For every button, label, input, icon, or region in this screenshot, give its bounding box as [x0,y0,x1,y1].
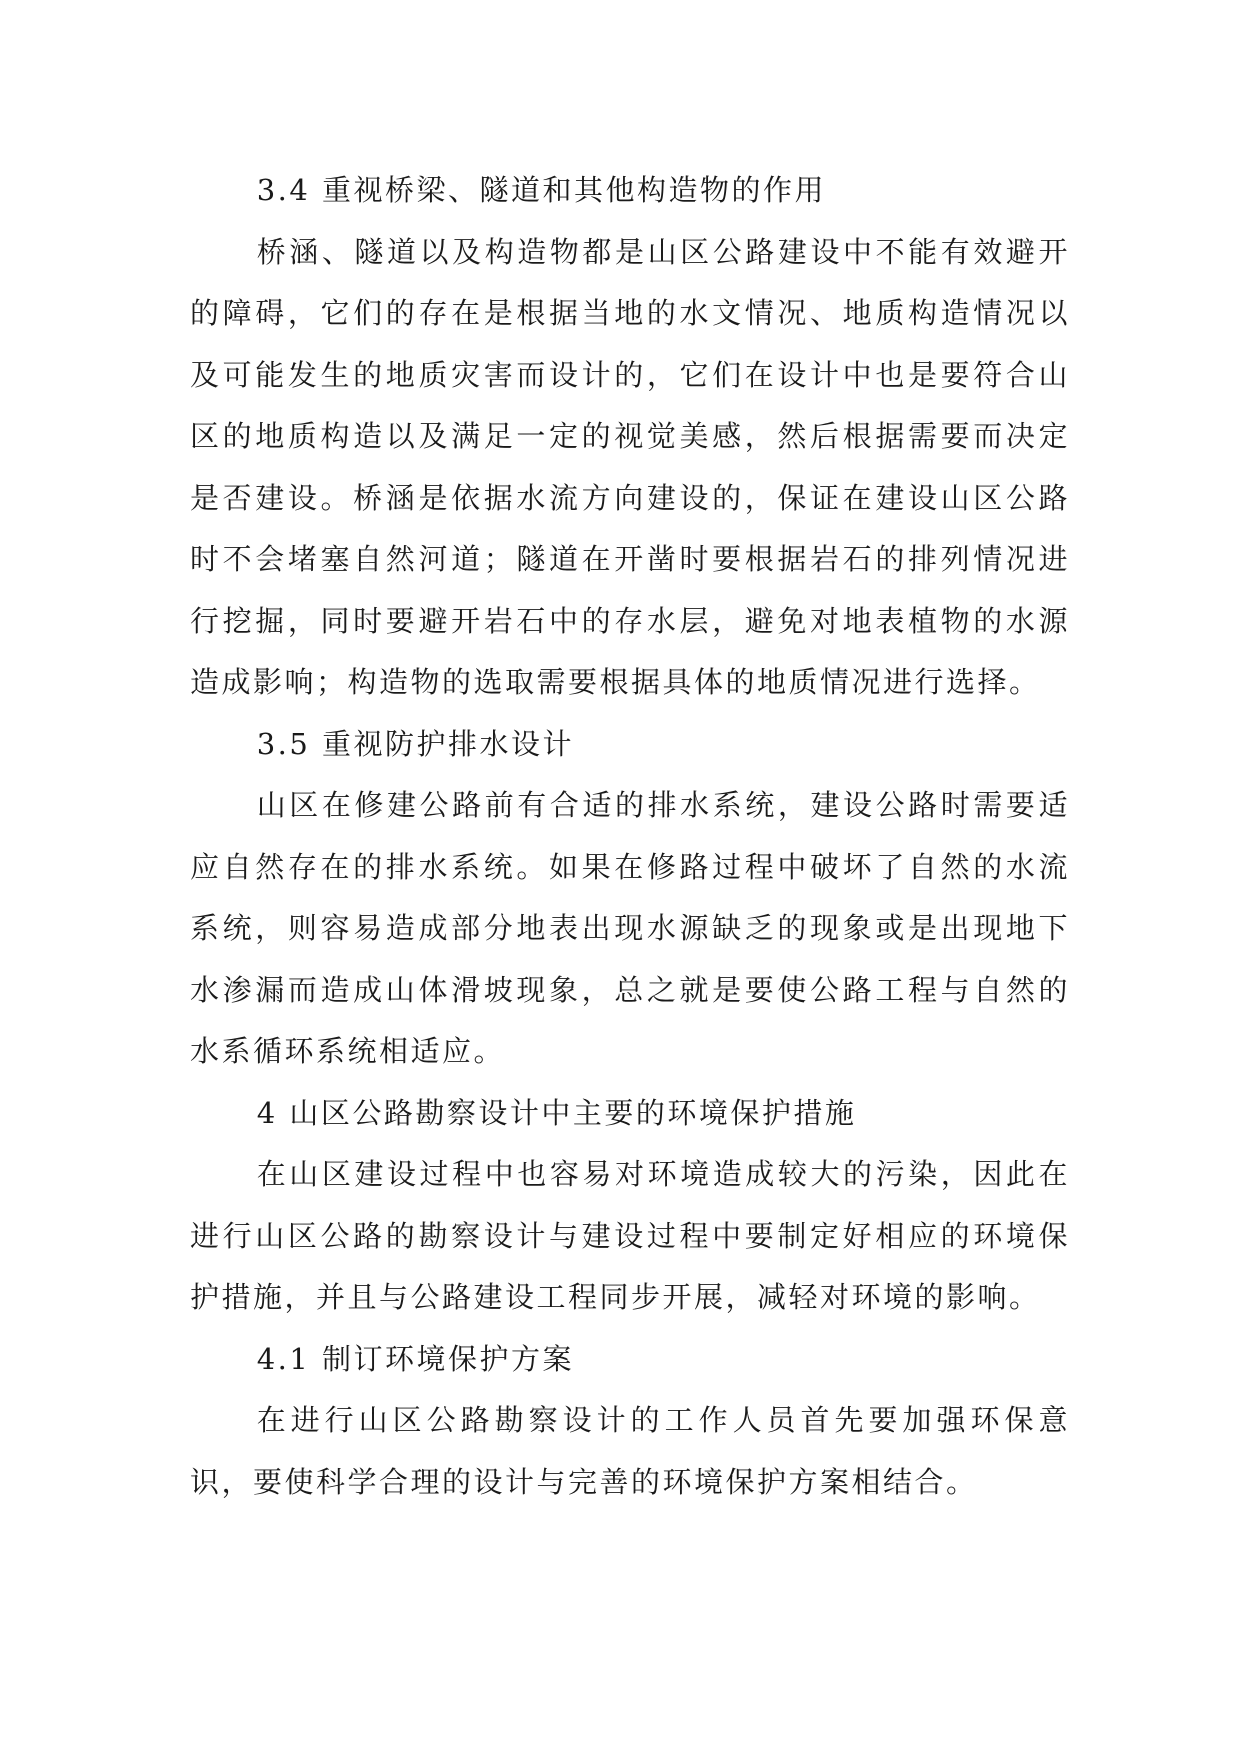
section-3-4-body: 桥涵、隧道以及构造物都是山区公路建设中不能有效避开的障碍，它们的存在是根据当地的水文情况、地质构造情况以及可能发生的地质灾害而设计的，它们在设计中也是要符合山区的地质构造以及满足一定的视觉美感，然后根据需要而决定是否建设。桥涵是依据水流方向建设的，保证在建设山区公路时不会堵塞自然河道；隧道在开凿时要根据岩石的排列情况进行挖掘，同时要避开岩石中的存水层，避免对地表植物的水源造成影响；构造物的选取需要根据具体的地质情况进行选择。 [190,234,1070,699]
section-4-1-body: 在进行山区公路勘察设计的工作人员首先要加强环保意识，要使科学合理的设计与完善的环境保护方案相结合。 [190,1403,1070,1499]
document-page [190,160,1070,1513]
section-3-5-body: 山区在修建公路前有合适的排水系统，建设公路时需要适应自然存在的排水系统。如果在修路过程中破坏了自然的水流系统，则容易造成部分地表出现水源缺乏的现象或是出现地下水渗漏而造成山体滑坡现象，总之就是要使公路工程与自然的水系循环系统相适应。 [190,788,1070,1068]
section-4-body: 在山区建设过程中也容易对环境造成较大的污染，因此在进行山区公路的勘察设计与建设过程中要制定好相应的环境保护措施，并且与公路建设工程同步开展，减轻对环境的影响。 [190,1157,1070,1314]
section-4-1-heading: 4.1 制订环境保护方案 [256,1341,575,1376]
section-4-heading: 4 山区公路勘察设计中主要的环境保护措施 [256,1095,857,1130]
section-3-4-heading: 3.4 重视桥梁、隧道和其他构造物的作用 [256,173,827,207]
section-3-5-heading: 3.5 重视防护排水设计 [256,726,575,761]
